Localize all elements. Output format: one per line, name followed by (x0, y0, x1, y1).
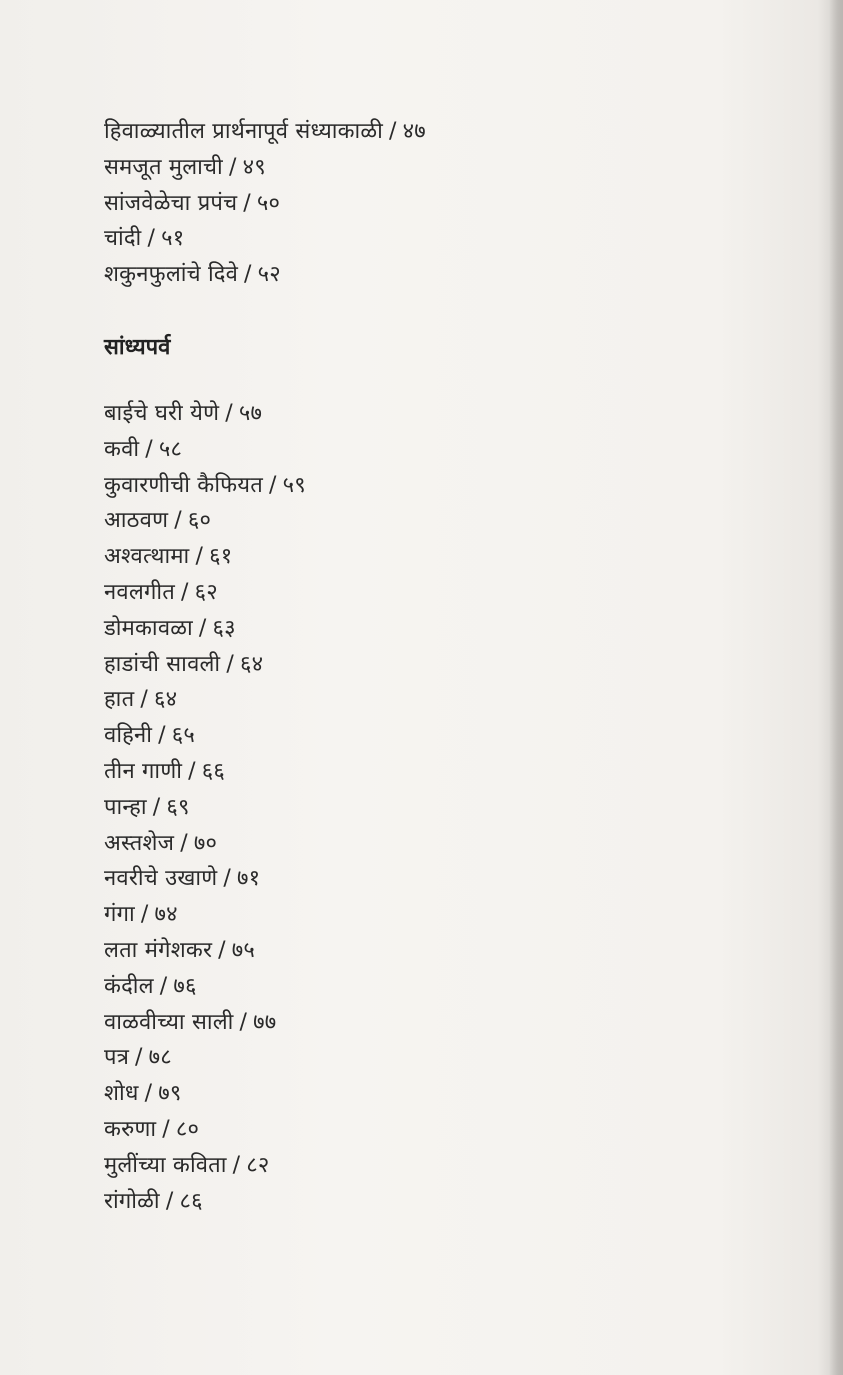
toc-separator: / (180, 830, 188, 856)
toc-entry-title: तीन गाणी (104, 758, 183, 784)
toc-entry (104, 1076, 306, 1112)
toc-entry-title: आठवण (104, 508, 169, 534)
toc-entry-title: चांदी (104, 226, 142, 252)
toc-entry-title: हिवाळ्यातील प्रार्थनापूर्व संध्याकाळी (104, 119, 384, 144)
toc-entry (104, 1184, 306, 1220)
toc-entry (104, 432, 306, 468)
toc-separator: / (244, 262, 252, 288)
toc-separator: / (180, 579, 189, 605)
toc-entry (104, 790, 306, 826)
toc-entry-page: ६१ (209, 544, 233, 570)
toc-entry (104, 114, 426, 150)
toc-entry-title: शकुनफुलांचे दिवे (104, 262, 239, 288)
toc-entry-page: ७४ (154, 902, 178, 928)
toc-list-top (104, 114, 426, 293)
toc-entry-title: शोध (104, 1081, 139, 1107)
toc-separator: / (158, 723, 166, 749)
toc-separator: / (239, 1009, 248, 1035)
section-heading: सांध्यपर्व (104, 335, 171, 360)
toc-entry-page: ८२ (246, 1152, 270, 1178)
toc-entry-page: ६४ (239, 651, 264, 677)
toc-entry-page: ५९ (282, 472, 306, 498)
toc-entry (104, 1040, 306, 1076)
toc-separator: / (232, 1152, 241, 1178)
toc-entry-page: ६४ (153, 687, 178, 713)
toc-entry-page: ५७ (238, 401, 263, 426)
toc-entry-title: रांगोळी (104, 1188, 160, 1214)
toc-entry-title: अश्वत्थामा (104, 544, 190, 570)
toc-entry-title: कुवारणीची कैफियत (104, 472, 263, 498)
toc-entry-title: कंदील (104, 973, 154, 999)
toc-entry-title: पान्हा (104, 794, 147, 820)
toc-separator: / (140, 687, 148, 713)
toc-separator: / (145, 436, 153, 462)
toc-separator: / (223, 866, 231, 892)
toc-entry (104, 221, 426, 257)
toc-entry (104, 503, 306, 539)
toc-separator: / (268, 472, 277, 498)
toc-entry (104, 969, 306, 1005)
toc-entry-page: ५१ (161, 226, 185, 252)
toc-entry-page: ७८ (148, 1045, 172, 1071)
toc-separator: / (135, 1045, 143, 1071)
toc-separator: / (243, 190, 251, 216)
toc-separator: / (188, 758, 196, 784)
toc-entry (104, 826, 306, 862)
toc-entry (104, 257, 426, 293)
toc-entry-page: ४९ (242, 154, 266, 180)
toc-entry-title: वहिनी (104, 723, 153, 749)
toc-entry-page: ५८ (158, 436, 183, 462)
toc-entry-title: हात (104, 687, 135, 713)
toc-entry-page: ८६ (179, 1188, 203, 1214)
toc-separator: / (144, 1081, 153, 1107)
toc-entry-title: वाळवीच्या साली (104, 1009, 234, 1035)
toc-separator: / (162, 1116, 170, 1142)
toc-entry (104, 150, 426, 186)
toc-entry (104, 1112, 306, 1148)
toc-entry (104, 539, 306, 575)
toc-entry (104, 718, 306, 754)
toc-entry (104, 754, 306, 790)
toc-separator: / (140, 902, 149, 928)
toc-separator: / (152, 794, 161, 820)
toc-separator: / (198, 615, 207, 641)
toc-entry (104, 861, 306, 897)
toc-entry-page: ५० (256, 190, 281, 216)
toc-entry (104, 647, 306, 683)
toc-entry-page: ७१ (236, 866, 261, 892)
toc-separator: / (389, 119, 397, 144)
toc-separator: / (165, 1188, 174, 1214)
toc-entry (104, 897, 306, 933)
toc-entry (104, 396, 306, 432)
toc-entry-page: ७७ (253, 1009, 277, 1035)
toc-entry-page: ६६ (201, 758, 226, 784)
toc-entry (104, 575, 306, 611)
toc-separator: / (218, 937, 226, 963)
toc-entry-title: सांजवेळेचा प्रपंच (104, 190, 238, 216)
toc-entry-title: पत्र (104, 1045, 130, 1071)
toc-entry-page: ६९ (166, 794, 190, 820)
toc-entry (104, 682, 306, 718)
toc-entry-page: ६२ (194, 579, 218, 605)
toc-separator: / (159, 973, 168, 999)
toc-entry-page: ७५ (231, 937, 256, 963)
toc-entry (104, 186, 426, 222)
toc-entry-title: अस्तशेज (104, 830, 175, 856)
toc-entry-page: ७६ (173, 973, 197, 999)
toc-entry-page: ६० (187, 508, 212, 534)
toc-separator: / (147, 226, 156, 252)
page-edge-shadow (829, 0, 843, 1375)
toc-entry-page: ६३ (212, 615, 236, 641)
toc-entry-title: करुणा (104, 1116, 157, 1142)
toc-entry-title: नवलगीत (104, 579, 175, 605)
toc-entry-page: ४७ (402, 119, 426, 144)
toc-entry-page: ७९ (158, 1081, 182, 1107)
toc-separator: / (226, 651, 234, 677)
toc-entry-title: लता मंगेशकर (104, 937, 213, 963)
toc-entry-title: डोमकावळा (104, 615, 193, 641)
toc-entry (104, 933, 306, 969)
toc-entry-title: नवरीचे उखाणे (104, 866, 218, 892)
toc-entry-title: मुलींच्या कविता (104, 1152, 227, 1178)
toc-entry-page: ८० (175, 1116, 200, 1142)
toc-separator: / (228, 154, 237, 180)
toc-entry-page: ५२ (257, 262, 281, 288)
toc-entry-page: ६५ (171, 723, 196, 749)
toc-separator: / (195, 544, 204, 570)
toc-entry-title: कवी (104, 436, 140, 462)
toc-entry-title: हाडांची सावली (104, 651, 221, 677)
toc-entry (104, 611, 306, 647)
toc-entry (104, 1148, 306, 1184)
toc-entry-title: गंगा (104, 902, 135, 928)
toc-list-section (104, 396, 306, 1219)
toc-entry (104, 468, 306, 504)
toc-entry (104, 1005, 306, 1041)
toc-separator: / (225, 401, 233, 426)
toc-entry-title: समजूत मुलाची (104, 154, 223, 180)
toc-separator: / (174, 508, 182, 534)
toc-entry-title: बाईचे घरी येणे (104, 401, 220, 426)
toc-entry-page: ७० (193, 830, 218, 856)
